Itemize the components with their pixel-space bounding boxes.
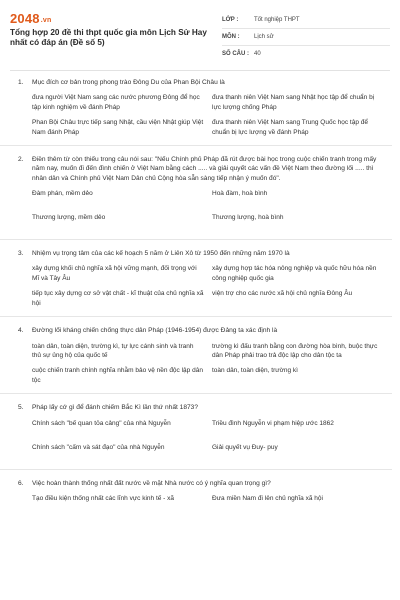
answer-options xyxy=(18,342,384,392)
answer-option[interactable]: Hoà đàm, hoà bình xyxy=(212,190,268,198)
question-number: 5. xyxy=(18,404,24,412)
answer-options xyxy=(18,494,384,518)
question-text: Việc hoàn thành thống nhất đất nước về mặt Nhà nước có ý nghĩa quan trọng gì? xyxy=(32,479,271,487)
question-4 xyxy=(18,326,384,391)
answer-options xyxy=(18,189,384,237)
answer-option[interactable]: Giải quyết vụ Đuy- puy xyxy=(212,443,278,451)
meta-label: MÔN : xyxy=(222,34,240,40)
answer-option[interactable]: Đàm phán, mềm dẻo xyxy=(32,190,93,198)
question-number: 1. xyxy=(18,79,24,86)
logo-suffix: .vn xyxy=(40,17,52,24)
question-number: 2. xyxy=(18,156,24,164)
question-6 xyxy=(18,479,384,518)
question-divider xyxy=(0,469,392,470)
answer-option[interactable]: tiếp tục xây dựng cơ sở vật chất - kĩ thuật của chủ nghĩa xã hội xyxy=(32,290,204,307)
meta-value: Lịch sử xyxy=(254,34,274,40)
question-stem xyxy=(18,155,384,183)
question-divider xyxy=(0,393,392,394)
answer-option[interactable]: đưa thanh niên Việt Nam sang Nhật học tập để chuẩn bị lực lượng chống Pháp xyxy=(212,94,375,111)
question-2 xyxy=(18,155,384,237)
question-divider xyxy=(0,316,392,317)
answer-options xyxy=(18,93,384,143)
answer-option[interactable]: Tạo điều kiện thống nhất các lĩnh vực kinh tế - xã xyxy=(32,494,175,502)
question-list xyxy=(18,78,384,518)
meta-label: SỐ CÂU : xyxy=(222,51,249,57)
answer-option[interactable]: Chính sách "bế quan tỏa cảng" của nhà Nguyễn xyxy=(32,419,171,427)
meta-row-subject xyxy=(222,29,390,46)
answer-option[interactable]: Thương lượng, hoà bình xyxy=(212,214,284,222)
site-logo[interactable] xyxy=(10,11,51,26)
answer-option[interactable]: đưa thanh niên Việt Nam sang Trung Quốc học tập để chuẩn bị lực lượng về đánh Pháp xyxy=(212,119,368,136)
answer-option[interactable]: Thương lượng, mềm dẻo xyxy=(32,214,106,222)
question-number: 3. xyxy=(18,250,24,258)
meta-row-count xyxy=(222,46,390,62)
answer-option[interactable]: Chính sách "cấm và sát đạo" của nhà Nguyễn xyxy=(32,443,165,451)
question-stem xyxy=(18,249,384,258)
meta-label: LỚP : xyxy=(222,17,239,23)
question-text: Điền thêm từ còn thiếu trong câu nói sau: "Nếu Chính phủ Pháp đã rút được bài học trong cuộc chiến tranh trong mấy năm nay, muốn đi đến đình chiến ở Việt Nam bằng cách ..... và giải quyết các vấn đề Việt Nam theo đường lối ..... thì nhân dân và Chính phủ Việt Nam Dân chủ Cộng hòa sẵn sàng tiếp nhận ý muốn đó". xyxy=(32,156,377,182)
answer-option[interactable]: Phan Bội Châu trực tiếp sang Nhật, cầu viện Nhật giúp Việt Nam đánh Pháp xyxy=(32,119,204,136)
question-stem xyxy=(18,479,384,488)
answer-options xyxy=(18,419,384,467)
question-divider xyxy=(0,145,392,146)
answer-option[interactable]: toàn dân, toàn diện, trường kì xyxy=(212,367,298,375)
question-3 xyxy=(18,249,384,314)
question-text: Pháp lấy cớ gì để đánh chiếm Bắc Kì lần thứ nhất 1873? xyxy=(32,404,198,412)
answer-option[interactable]: Triều đình Nguyễn vi phạm hiệp ước 1862 xyxy=(212,419,334,427)
meta-value: 40 xyxy=(254,51,261,57)
page-title: Tổng hợp 20 đề thi thpt quốc gia môn Lịch Sử Hay nhất có đáp án (Đề số 5) xyxy=(10,28,207,48)
question-text: Nhiệm vụ trọng tâm của các kế hoạch 5 năm ở Liên Xô từ 1950 đến những năm 1970 là xyxy=(32,250,290,258)
question-text: Đường lối kháng chiến chống thực dân Pháp (1946-1954) được Đảng ta xác định là xyxy=(32,327,278,335)
header-divider xyxy=(10,70,390,71)
exam-meta xyxy=(222,12,390,62)
answer-options xyxy=(18,264,384,314)
question-number: 4. xyxy=(18,327,24,335)
question-stem xyxy=(18,326,384,335)
answer-option[interactable]: trường kì đấu tranh bằng con đường hòa bình, buộc thực dân Pháp phải trao trả độc lập cho dân tộc ta xyxy=(212,342,378,359)
meta-row-grade xyxy=(222,12,390,29)
answer-option[interactable]: cuộc chiến tranh chính nghĩa nhằm bảo vệ nền độc lập dân tộc xyxy=(32,367,203,384)
question-1 xyxy=(18,78,384,143)
page-header xyxy=(0,0,400,64)
question-5 xyxy=(18,403,384,466)
answer-option[interactable]: toàn dân, toàn diện, trường kì, tự lực cánh sinh và tranh thủ sự ủng hộ của quốc tế xyxy=(32,342,194,359)
answer-option[interactable]: xây dựng khối chủ nghĩa xã hội vững mạnh, đối trọng với Mĩ và Tây Âu xyxy=(32,265,197,282)
question-text: Mục đích cơ bản trong phong trào Đông Du của Phan Bội Châu là xyxy=(32,79,225,86)
question-number: 6. xyxy=(18,479,24,487)
answer-option[interactable]: xây dựng hợp tác hóa nông nghiệp và quốc hữu hóa nền công nghiệp quốc gia xyxy=(212,265,377,282)
logo-text: 2048 xyxy=(10,11,40,26)
answer-option[interactable]: đưa người Việt Nam sang các nước phương Đông để học tập kinh nghiệm về đánh Pháp xyxy=(32,94,200,111)
question-stem xyxy=(18,403,384,412)
answer-option[interactable]: Đưa miền Nam đi lên chủ nghĩa xã hội xyxy=(212,494,323,502)
question-divider xyxy=(0,239,392,240)
question-stem xyxy=(18,78,384,87)
meta-value: Tốt nghiệp THPT xyxy=(254,17,300,23)
answer-option[interactable]: viện trợ cho các nước xã hội chủ nghĩa Đông Âu xyxy=(212,290,353,298)
